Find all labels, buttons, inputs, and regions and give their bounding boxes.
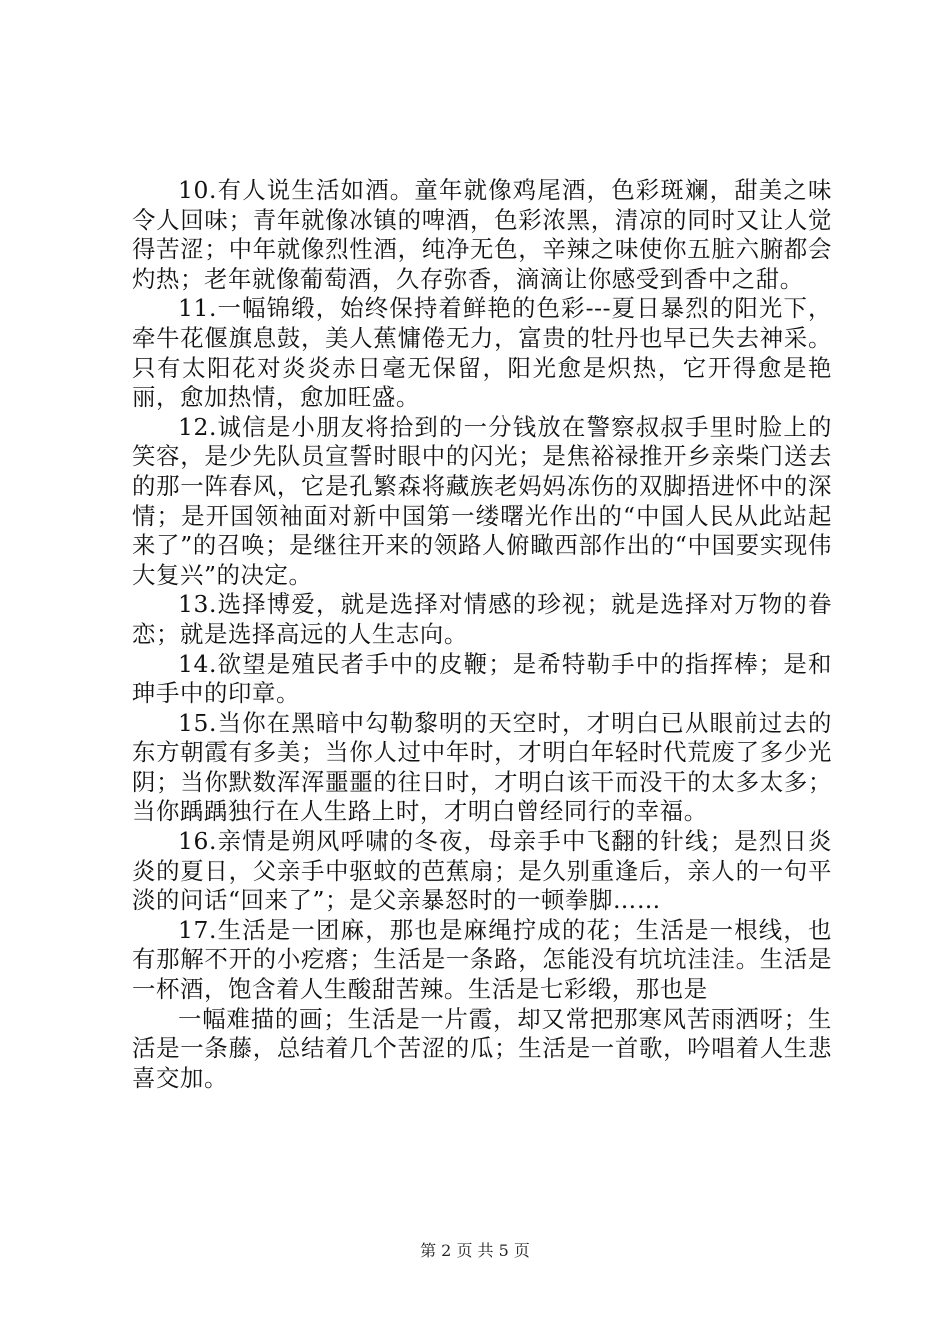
paragraph-14: 14.欲望是殖民者手中的皮鞭；是希特勒手中的指挥棒；是和珅手中的印章。: [132, 649, 832, 708]
paragraph-10: 10.有人说生活如酒。童年就像鸡尾酒，色彩斑斓，甜美之味令人回味；青年就像冰镇的啤酒，色彩浓黑，清凉的同时又让人觉得苦涩；中年就像烈性酒，纯净无色，辛辣之味使你五脏六腑都会灼热；老年就像葡萄酒，久存弥香，滴滴让你感受到香中之甜。: [132, 176, 832, 293]
paragraph-15: 15.当你在黑暗中勾勒黎明的天空时，才明白已从眼前过去的东方朝霞有多美；当你人过中年时，才明白年轻时代荒废了多少光阴；当你默数浑浑噩噩的往日时，才明白该干而没干的太多太多；当你踽踽独行在人生路上时，才明白曾经同行的幸福。: [132, 708, 832, 826]
page-number-footer: 第 2 页 共 5 页: [420, 1241, 530, 1260]
paragraph-12: 12.诚信是小朋友将拾到的一分钱放在警察叔叔手里时脸上的笑容，是少先队员宣誓时眼中的闪光；是焦裕禄推开乡亲柴门送去的那一阵春风，它是孔繁森将藏族老妈妈冻伤的双脚捂进怀中的深情；是开国领袖面对新中国第一缕曙光作出的“中国人民从此站起来了”的召唤；是继往开来的领路人俯瞰西部作出的“中国要实现伟大复兴”的决定。: [132, 412, 832, 589]
paragraph-17: 17.生活是一团麻，那也是麻绳拧成的花；生活是一根线，也有那解不开的小疙瘩；生活是一条路，怎能没有坑坑洼洼。生活是一杯酒，饱含着人生酸甜苦辣。生活是七彩缎，那也是: [132, 915, 832, 1004]
paragraph-16: 16.亲情是朔风呼啸的冬夜，母亲手中飞翻的针线；是烈日炎炎的夏日，父亲手中驱蚊的芭蕉扇；是久别重逢后，亲人的一句平淡的问话“回来了”；是父亲暴怒时的一顿拳脚……: [132, 827, 832, 915]
paragraph-13: 13.选择博爱，就是选择对情感的珍视；就是选择对万物的眷恋；就是选择高远的人生志向。: [132, 590, 832, 648]
paragraph-17-continued: 一幅难描的画；生活是一片霞，却又常把那寒风苦雨洒呀；生活是一条藤，总结着几个苦涩的瓜；生活是一首歌，吟唱着人生悲喜交加。: [132, 1004, 832, 1092]
paragraph-11: 11.一幅锦缎，始终保持着鲜艳的色彩---夏日暴烈的阳光下，牵牛花偃旗息鼓，美人蕉慵倦无力，富贵的牡丹也早已失去神采。只有太阳花对炎炎赤日毫无保留，阳光愈是炽热，它开得愈是艳丽，愈加热情，愈加旺盛。: [132, 294, 832, 412]
body-text: [132, 176, 832, 1093]
